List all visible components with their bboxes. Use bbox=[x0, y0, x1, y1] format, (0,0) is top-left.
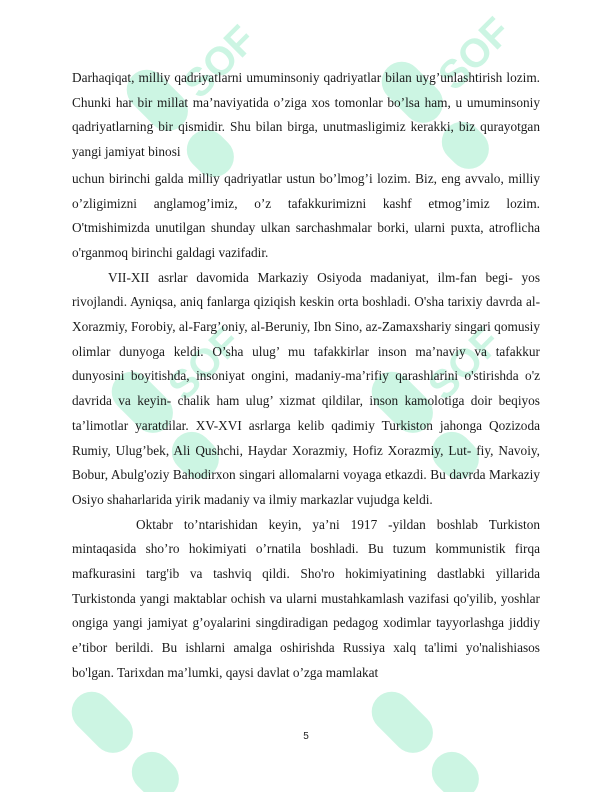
svg-text:SOF: SOF bbox=[160, 319, 250, 409]
svg-text:SOF: SOF bbox=[175, 17, 265, 107]
paragraph: uchun birinchi galda milliy qadriyatlar ustun bo’lmog’i lozim. Biz, eng avvalo, milliy o’zligimizni anglamog’imiz, o’z tafakkurimizni kashf etmog’imiz lozim. O'tmishimizda unutilgan shunday ulkan sarchashmalar borki, ularni puxta, atroflicha o'rganmoq birinchi galdagi vazifadir. bbox=[72, 170, 540, 260]
svg-text:SOF: SOF bbox=[420, 319, 510, 409]
paragraph: Darhaqiqat, milliy qadriyatlarni umuminsoniy qadriyatlar bilan uyg’unlashtirish lozim. Chunki har bir millat ma’naviyatida o’ziga xos tomonlar bo’lsa ham, u umuminsoniy qadriyatlarning bir qismidir. Shu bilan birga, unutmasligimiz kerakki, biz qurayotgan yangi jamiyat binosi bbox=[72, 70, 540, 160]
document-body bbox=[72, 66, 540, 686]
page-number: 5 bbox=[303, 731, 309, 742]
svg-text:SOF: SOF bbox=[430, 9, 520, 99]
paragraph: Oktabr to’ntarishidan keyin, ya’ni 1917 -yildan boshlab Turkiston mintaqasida sho’ro hokimiyati o’rnatila boshladi. Bu tuzum kommunistik firqa mafkurasini targ'ib va tashviq qildi. Sho'ro hokimiyatining dastlabki yillarida Turkistonda yangi maktablar ochish va ularni mustahkamlash vazifasi qo'yilib, yoshlar ongiga yangi jamiyat g’oyalarini singdiradigan pedagog xodimlar tayyorlashga jiddiy e’tibor berildi. Bu ishlarni amalga oshirishda Russiya xalq ta'limi yo'nalishiasos bo'lgan. Tarixdan ma’lumki, qaysi davlat o’zga mamlakat bbox=[72, 516, 540, 680]
paragraph: VII-XII asrlar davomida Markaziy Osiyoda madaniyat, ilm-fan begi- yos rivojlandi. Ayniqsa, aniq fanlarga qiziqish keskin orta boshladi. O'sha tarixiy davrda al-Xorazmiy, Forobiy, al-Farg’oniy, al-Beruniy, Ibn Sino, az-Zamaxshariy singari qomusiy olimlar dunyoga keldi. O’sha ulug’ mu tafakkirlar inson ma’naviy va tafakkur dunyosini boyitishda, insoniyat ongini, madaniy-ma’rifiy qarashlarini o'stirishda o'z davrida va keyin- chalik ham ulug’ xizmat qildilar, inson kamolotiga doir beqiyos ta’limotlar yaratdilar. XV-XVI asrlarga kelib qadimiy Turkiston jahonga Qozizoda Rumiy, Ulug’bek, Ali Qushchi, Haydar Xorazmiy, Hofiz Xorazmiy, Lut- fiy, Navoiy, Bobur, Abulg'oziy Bahodirxon singari allomalarni voyaga etkazdi. Bu davrda Markaziy Osiyo shaharlarida yirik madaniy va ilmiy markazlar vujudga keldi. bbox=[72, 269, 540, 507]
